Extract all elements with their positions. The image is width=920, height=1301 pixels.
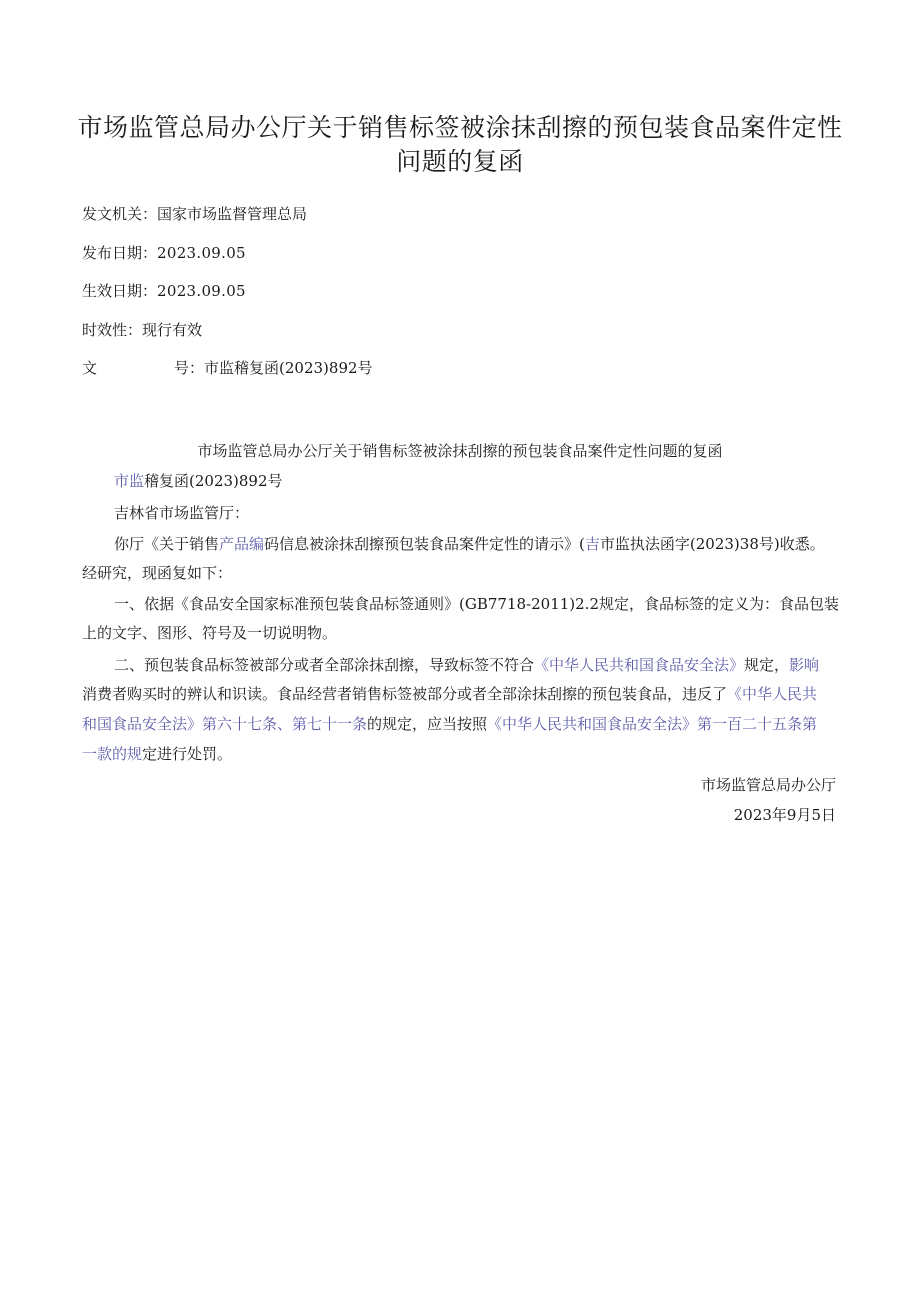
p3-text-1a: 二、预包装食品标签被部分或者全部涂抹刮擦，导致标签不符合 <box>114 656 535 674</box>
meta-publish-label: 发布日期： <box>82 244 158 262</box>
meta-publish-date <box>82 243 246 263</box>
p3-link-affect: 影响 <box>789 656 820 674</box>
meta-document-number <box>82 358 373 378</box>
paragraph-3-line-2 <box>82 684 817 704</box>
p3-link-food-safety-law-2a[interactable]: 《中华人民共 <box>727 685 818 703</box>
meta-issuer-value: 国家市场监督管理总局 <box>157 205 308 223</box>
signature-office: 市场监管总局办公厅 <box>700 776 836 794</box>
meta-docno-value: 市监稽复函(2023)892号 <box>204 359 373 377</box>
p1-link-ji: 吉 <box>584 535 600 553</box>
document-title-line2: 问题的复函 <box>396 147 524 176</box>
p1-text-e: 市监执法函字(2023)38号)收悉。 <box>599 535 825 553</box>
p3-text-4b: 定进行处罚。 <box>142 745 233 763</box>
document-title-line1: 市场监管总局办公厅关于销售标签被涂抹刮擦的预包装食品案件定性 <box>77 113 843 142</box>
meta-effective-date <box>82 281 246 301</box>
meta-publish-value: 2023.09.05 <box>157 244 246 262</box>
p1-link-product-code: 产品编 <box>219 535 265 553</box>
meta-effective-label: 生效日期： <box>82 282 158 300</box>
p3-text-1c: 规定， <box>744 656 790 674</box>
meta-validity-label: 时效性： <box>82 321 143 339</box>
meta-issuer <box>82 204 307 224</box>
p3-link-food-safety-law-1[interactable]: 《中华人民共和国食品安全法》 <box>534 656 745 674</box>
paragraph-2-line-1: 一、依据《食品安全国家标准预包装食品标签通则》(GB7718-2011)2.2规定，食品标签的定义为：食品包装 <box>114 595 839 613</box>
meta-validity <box>82 320 202 340</box>
p3-text-2a: 消费者购买时的辨认和识读。食品经营者销售标签被部分或者全部涂抹刮擦的预包装食品，违反了 <box>82 685 728 703</box>
signature-date: 2023年9月5日 <box>733 806 836 824</box>
body-recipient: 吉林省市场监管厅： <box>114 504 250 522</box>
paragraph-3-line-4 <box>82 744 232 764</box>
p1-text-c: 码信息被涂抹刮擦预包装食品案件定性的请示》( <box>264 535 585 553</box>
p3-link-food-safety-law-3[interactable]: 《中华人民共和国食品安全法》第一百二十五条第 <box>487 715 818 733</box>
p3-link-food-safety-law-3b[interactable]: 一款的规 <box>82 745 143 763</box>
paragraph-3-line-1 <box>114 655 819 675</box>
p1-text-a: 你厅《关于销售 <box>114 535 220 553</box>
reference-number-part-b: 稽复函(2023)892号 <box>144 472 283 490</box>
paragraph-1-line-2: 经研究，现函复如下： <box>82 564 233 582</box>
body-inner-title: 市场监管总局办公厅关于销售标签被涂抹刮擦的预包装食品案件定性问题的复函 <box>197 442 723 460</box>
meta-validity-value: 现行有效 <box>142 321 203 339</box>
body-reference-number <box>114 471 283 491</box>
meta-issuer-label: 发文机关： <box>82 205 158 223</box>
paragraph-1-line-1 <box>114 534 825 554</box>
paragraph-3-line-3 <box>82 714 817 734</box>
meta-docno-label-a: 文 <box>82 359 98 377</box>
meta-effective-value: 2023.09.05 <box>157 282 246 300</box>
p3-link-food-safety-law-2b[interactable]: 和国食品安全法》第六十七条、第七十一条 <box>82 715 368 733</box>
reference-number-part-a: 市监 <box>114 472 145 490</box>
paragraph-2-line-2: 上的文字、图形、符号及一切说明物。 <box>82 624 338 642</box>
meta-docno-label-b: 号： <box>174 359 205 377</box>
p3-text-3b: 的规定，应当按照 <box>367 715 488 733</box>
